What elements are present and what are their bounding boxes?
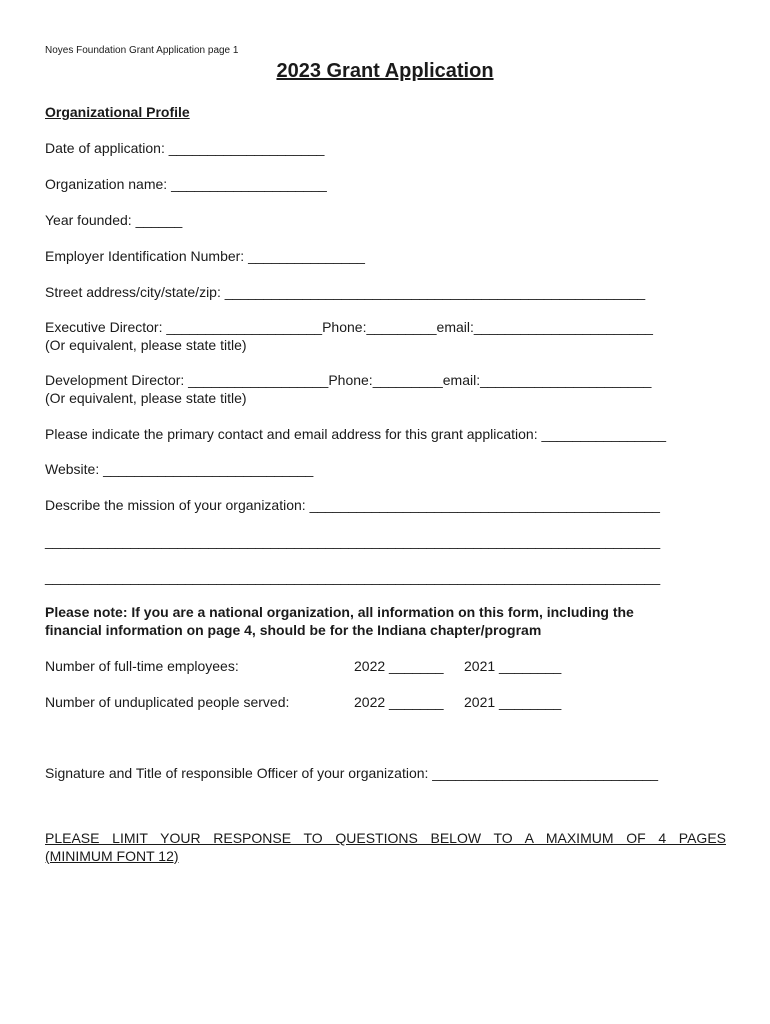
organization-name-field[interactable]: Organization name: ____________________ [45,176,327,192]
served-2021-field[interactable]: 2021 ________ [464,694,562,710]
page-limit-notice-line-1: PLEASE LIMIT YOUR RESPONSE TO QUESTIONS BELOW TO A MAXIMUM OF 4 PAGES [45,830,726,846]
section-heading: Organizational Profile [45,104,190,120]
page-limit-notice-line-2: (MINIMUM FONT 12) [45,848,179,864]
served-label: Number of unduplicated people served: [45,694,290,710]
primary-contact-field[interactable]: Please indicate the primary contact and email address for this grant application: ________________ [45,426,667,442]
employees-label: Number of full-time employees: [45,658,239,674]
mission-line-2[interactable]: _______________________________________________________________________________ [45,533,661,549]
employees-2021-field[interactable]: 2021 ________ [464,658,562,674]
website-field[interactable]: Website: ___________________________ [45,461,314,477]
mission-line-3[interactable]: _______________________________________________________________________________ [45,569,661,585]
date-of-application-field[interactable]: Date of application: ____________________ [45,140,325,156]
signature-field[interactable]: Signature and Title of responsible Officer of your organization: _____________________________ [45,765,659,781]
executive-director-note: (Or equivalent, please state title) [45,337,247,353]
page-title: 2023 Grant Application [276,60,494,82]
header-note: Noyes Foundation Grant Application page 1 [45,45,239,56]
development-director-note: (Or equivalent, please state title) [45,390,247,406]
ein-field[interactable]: Employer Identification Number: _______________ [45,248,365,264]
served-2022-field[interactable]: 2022 _______ [354,694,444,710]
mission-field[interactable]: Describe the mission of your organization: _____________________________________________ [45,497,660,513]
national-org-note-line-1: Please note: If you are a national organization, all information on this form, including the [45,604,634,620]
street-address-field[interactable]: Street address/city/state/zip: ______________________________________________________ [45,284,646,300]
development-director-field[interactable]: Development Director: __________________Phone:_________email:______________________ [45,372,652,388]
national-org-note-line-2: financial information on page 4, should be for the Indiana chapter/program [45,622,542,638]
executive-director-field[interactable]: Executive Director: ____________________Phone:_________email:_______________________ [45,319,653,335]
year-founded-field[interactable]: Year founded: ______ [45,212,183,228]
employees-2022-field[interactable]: 2022 _______ [354,658,444,674]
